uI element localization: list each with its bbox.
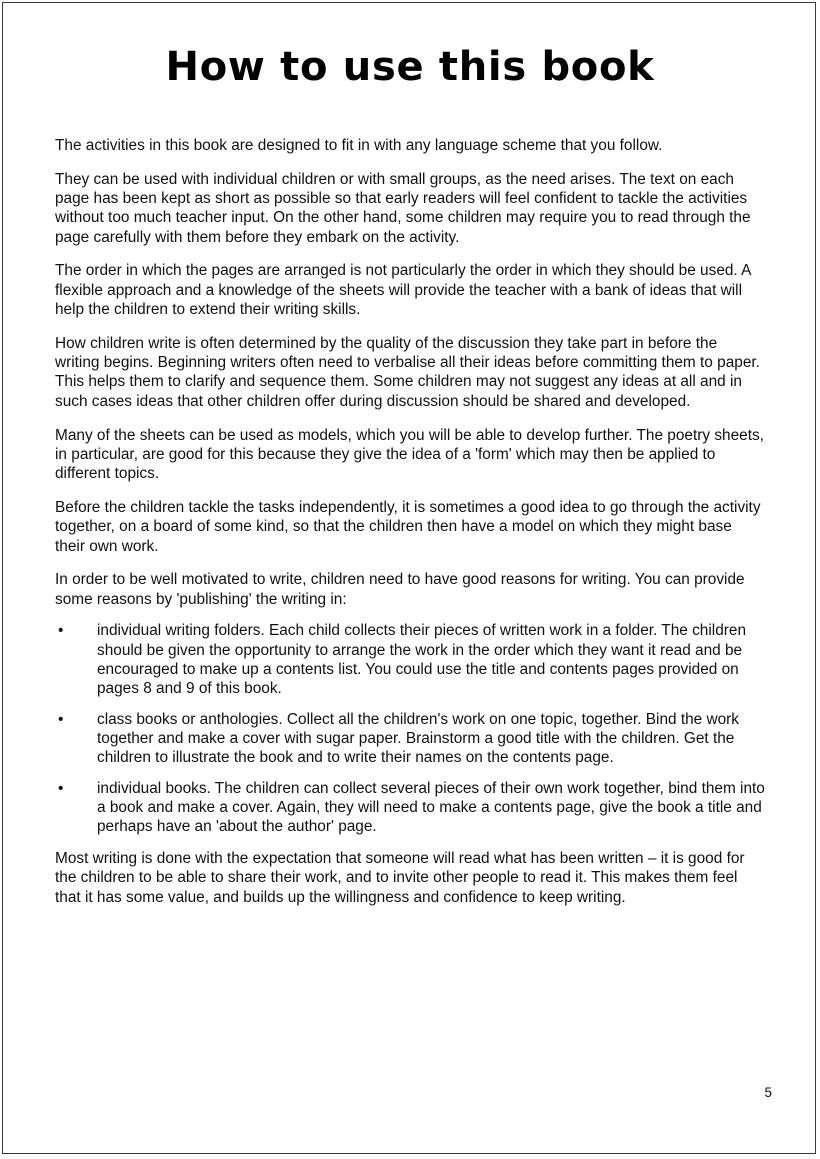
paragraph-order: The order in which the pages are arranged is not particularly the order in which they should be used. A flexible approach and a knowledge of the sheets will provide the teacher with a bank of ideas that will help the children to extend their writing skills. [55,262,751,319]
page-number: 5 [764,1085,772,1100]
publishing-options-list [55,621,765,836]
body-text-block [55,136,765,907]
list-item-text: class books or anthologies. Collect all the children's work on one topic, together. Bind the work together and make a cover with sugar paper. Brainstorm a good title with the children. Get the children to illustrate the book and to write their names on the contents page. [97,710,740,767]
paragraph-usage: They can be used with individual children or with small groups, as the need arises. The text on each page has been kept as short as possible so that early readers will feel confident to tackle the activities without too much teacher input. On the other hand, some children may require you to read through the page carefully with them before they embark on the activity. [55,170,751,246]
paragraph-intro: The activities in this book are designed to fit in with any language scheme that you follow. [55,137,663,154]
bullet-icon: • [58,710,64,728]
list-item [55,779,765,837]
list-item [55,621,765,698]
page-title: How to use this book [165,44,655,90]
list-item-text: individual books. The children can collect several pieces of their own work together, bind them into a book and make a cover. Again, they will need to make a contents page, give the book a title and perhaps have an 'about the author' page. [97,779,765,836]
paragraph-publishing-lead-in: In order to be well motivated to write, children need to have good reasons for writing. You can provide some reasons by 'publishing' the writing in: [55,571,745,608]
list-item [55,710,765,768]
list-item-text: individual writing folders. Each child collects their pieces of written work in a folder. The children should be given the opportunity to arrange the work in the order which they want it read and be encouraged to make up a contents list. You could use the title and contents pages provided on pages 8 and 9 of this book. [97,622,746,698]
paragraph-before-tasks: Before the children tackle the tasks independently, it is sometimes a good idea to go through the activity together, on a board of some kind, so that the children then have a model on which they might base their own work. [55,498,761,555]
bullet-icon: • [58,622,64,640]
bullet-icon: • [58,779,64,797]
paragraph-models: Many of the sheets can be used as models, which you will be able to develop further. The poetry sheets, in particular, are good for this because they give the idea of a 'form' which may then be applied to different topics. [55,426,764,483]
paragraph-closing: Most writing is done with the expectation that someone will read what has been written – it is good for the children to be able to share their work, and to invite other people to read it. This makes them feel that it has some value, and builds up the willingness and confidence to keep writing. [55,849,745,906]
paragraph-discussion: How children write is often determined by the quality of the discussion they take part in before the writing begins. Beginning writers often need to verbalise all their ideas before committing them to paper. This helps them to clarify and sequence them. Some children may not suggest any ideas at all and in such cases ideas that other children offer during discussion should be shared and developed. [55,334,760,410]
